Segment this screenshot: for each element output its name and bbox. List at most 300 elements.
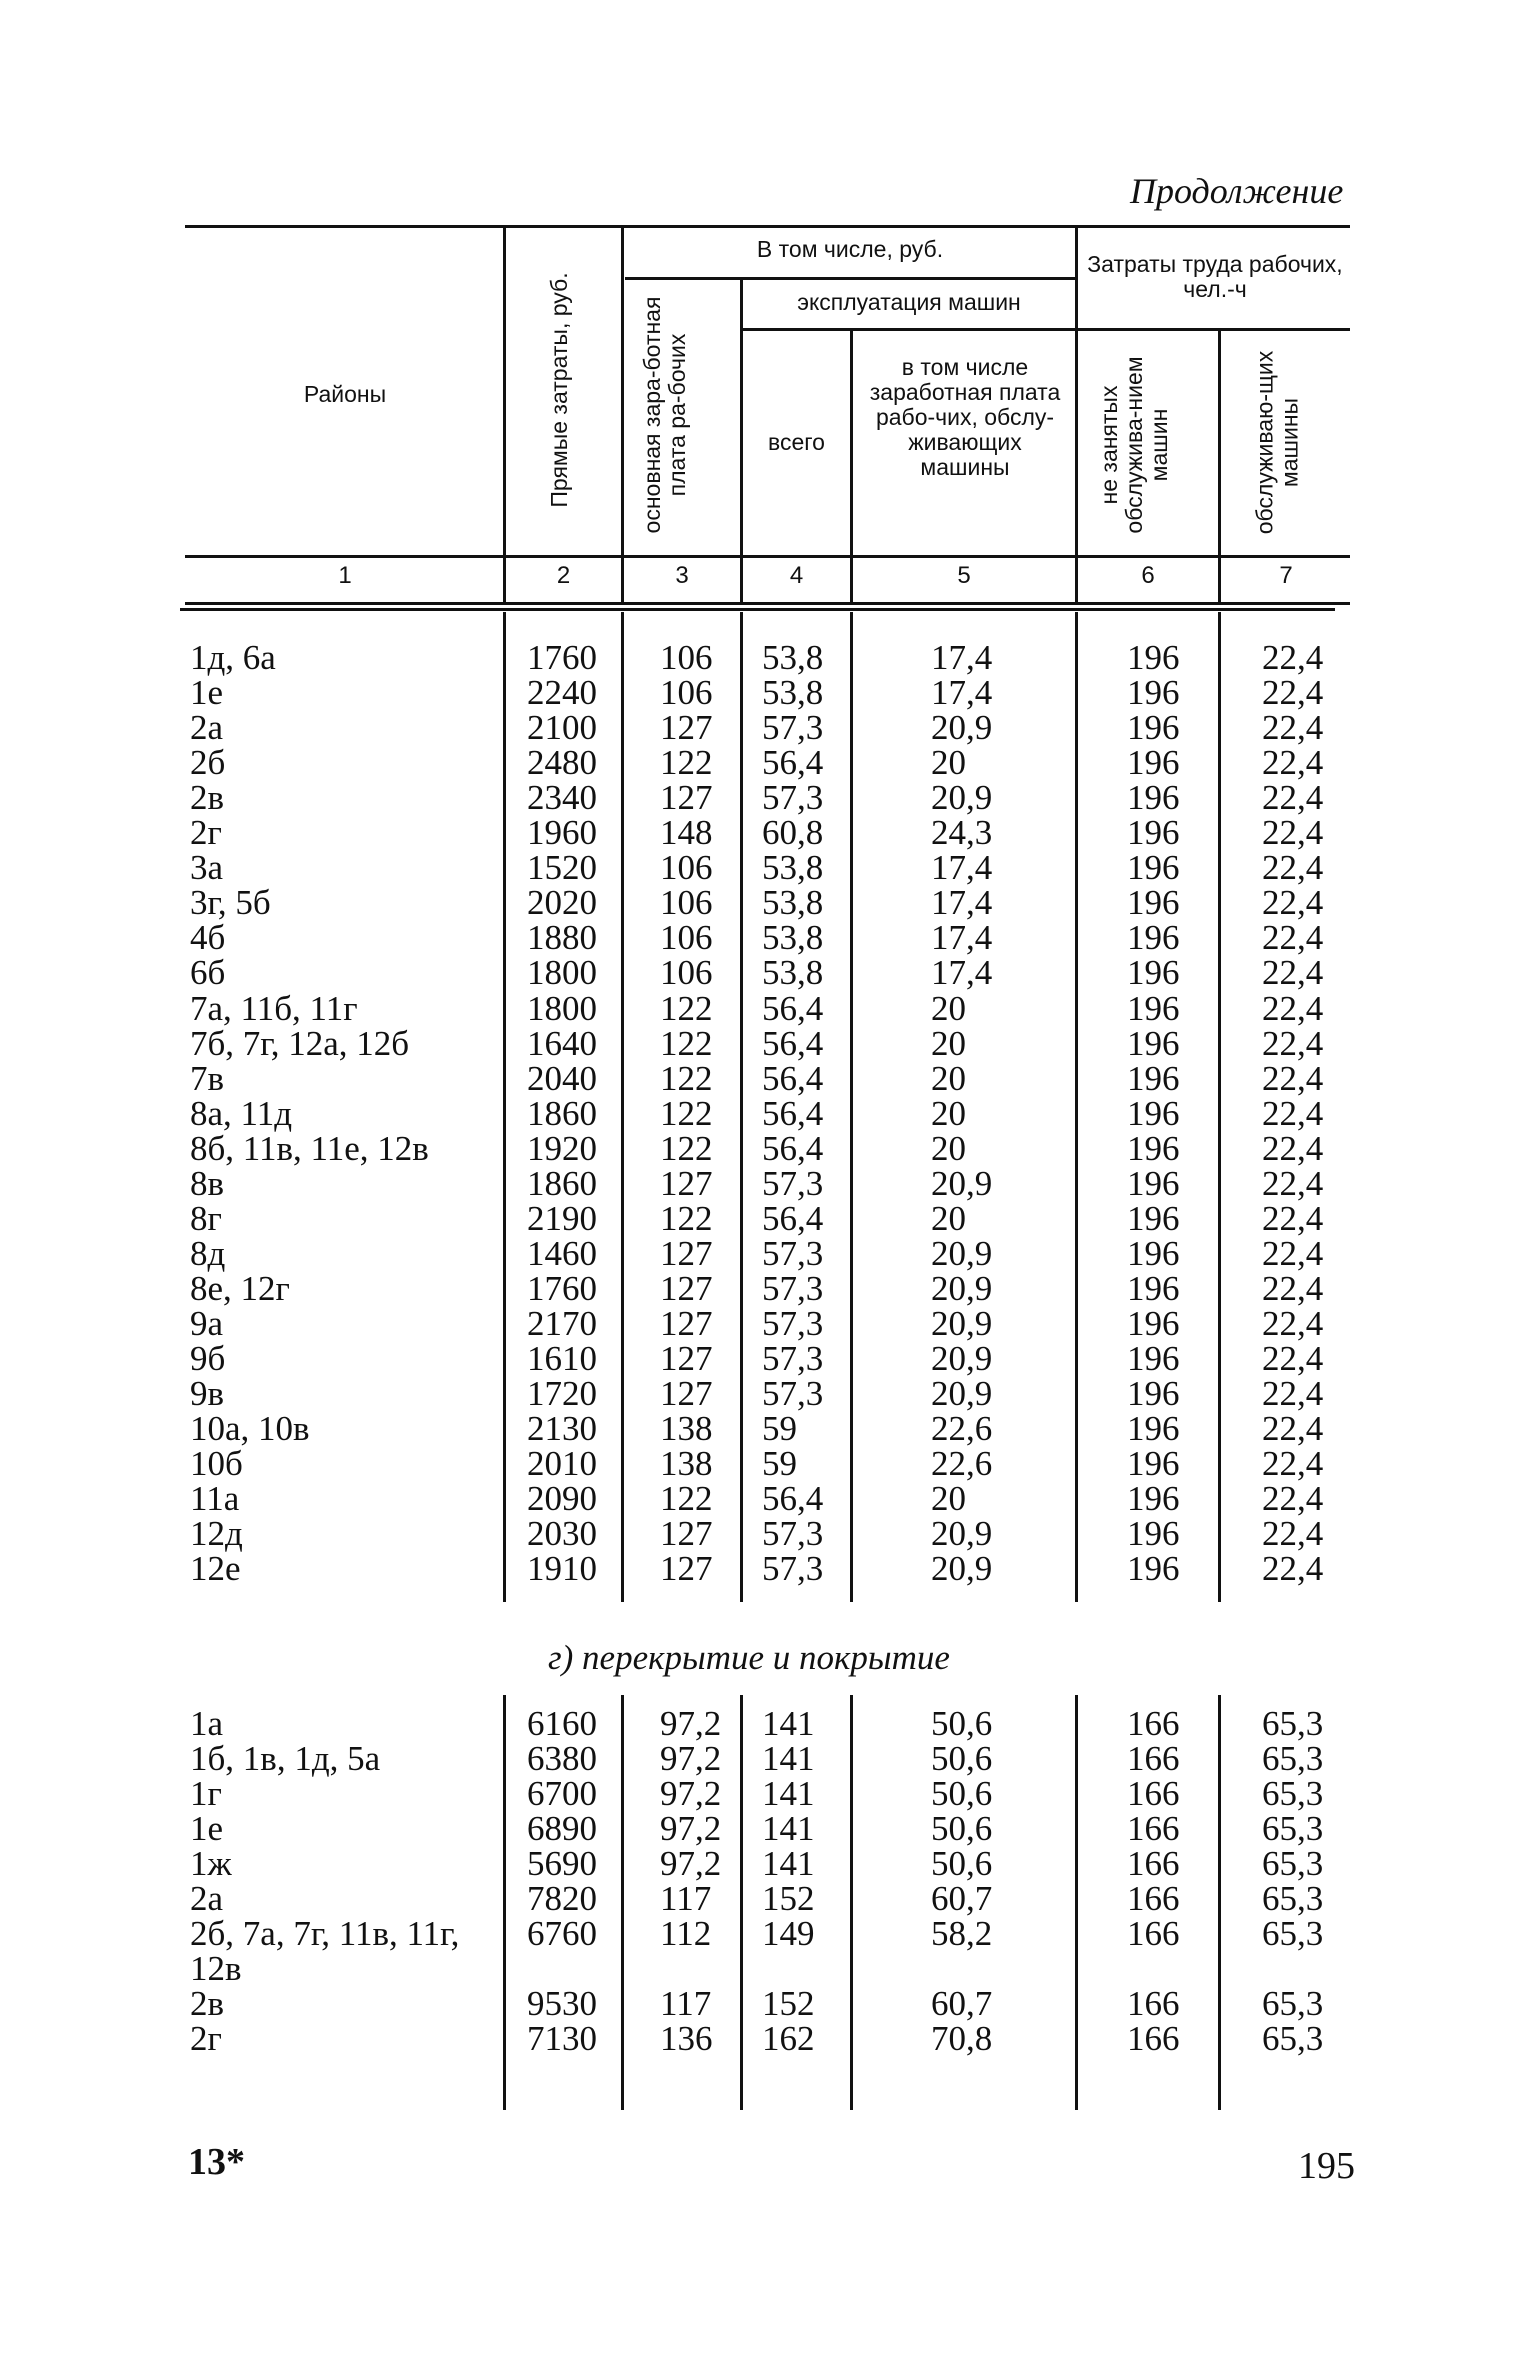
value-cell: 106 bbox=[660, 638, 713, 677]
table-row bbox=[0, 1093, 1534, 1133]
value-cell: 20,9 bbox=[931, 778, 993, 818]
table-row bbox=[0, 1374, 1534, 1414]
value-cell: 56,4 bbox=[762, 1023, 824, 1063]
value-cell: 1760 bbox=[527, 638, 597, 677]
value-cell: 59 bbox=[762, 1409, 797, 1449]
value-cell: 22,4 bbox=[1262, 778, 1324, 818]
table-row bbox=[0, 640, 1534, 675]
table-row bbox=[0, 813, 1534, 853]
value-cell: 166 bbox=[1127, 1704, 1180, 1743]
value-cell: 122 bbox=[660, 1023, 713, 1063]
value-cell: 20,9 bbox=[931, 1374, 993, 1414]
value-cell: 1460 bbox=[527, 1233, 597, 1273]
value-cell: 56,4 bbox=[762, 988, 824, 1028]
value-cell: 22,6 bbox=[931, 1409, 993, 1449]
col-number-7: 7 bbox=[1279, 562, 1293, 589]
region-cell: 1а bbox=[190, 1704, 224, 1743]
table-row bbox=[0, 1058, 1534, 1098]
value-cell: 166 bbox=[1127, 1914, 1180, 1953]
value-cell: 1760 bbox=[527, 1268, 597, 1308]
table-row bbox=[0, 1409, 1534, 1449]
value-cell: 196 bbox=[1127, 1163, 1180, 1203]
value-cell: 17,4 bbox=[931, 953, 993, 993]
value-cell: 60,8 bbox=[762, 813, 824, 853]
value-cell: 196 bbox=[1127, 1339, 1180, 1378]
table-row bbox=[0, 1128, 1534, 1168]
value-cell: 22,4 bbox=[1262, 883, 1324, 923]
value-cell: 97,2 bbox=[660, 1844, 722, 1883]
col-number-4: 4 bbox=[789, 562, 804, 589]
table-row bbox=[0, 953, 1534, 993]
table-row bbox=[0, 1986, 1534, 2021]
region-cell: 11а bbox=[190, 1479, 240, 1519]
region-cell: 9в bbox=[190, 1374, 225, 1414]
value-cell: 22,4 bbox=[1262, 1268, 1324, 1308]
region-cell: 1ж bbox=[190, 1844, 232, 1883]
value-cell: 65,3 bbox=[1262, 1774, 1324, 1813]
value-cell: 22,4 bbox=[1262, 1128, 1324, 1168]
value-cell: 152 bbox=[762, 1984, 815, 2023]
value-cell: 56,4 bbox=[762, 1128, 824, 1168]
value-cell: 196 bbox=[1127, 1549, 1180, 1589]
value-cell: 112 bbox=[660, 1914, 712, 1953]
value-cell: 50,6 bbox=[931, 1739, 993, 1778]
value-cell: 127 bbox=[660, 1163, 713, 1203]
value-cell: 122 bbox=[660, 1198, 713, 1238]
table-row bbox=[0, 1233, 1534, 1273]
value-cell: 196 bbox=[1127, 708, 1180, 748]
value-cell: 141 bbox=[762, 1774, 815, 1813]
value-cell: 196 bbox=[1127, 1409, 1180, 1449]
value-cell: 22,4 bbox=[1262, 1514, 1324, 1554]
value-cell: 106 bbox=[660, 848, 713, 888]
value-cell: 141 bbox=[762, 1809, 815, 1848]
value-cell: 22,4 bbox=[1262, 1093, 1324, 1133]
value-cell: 20,9 bbox=[931, 1514, 993, 1554]
labor-subrule bbox=[1078, 328, 1350, 331]
value-cell: 122 bbox=[660, 1093, 713, 1133]
value-cell: 1860 bbox=[527, 1163, 597, 1203]
value-cell: 57,3 bbox=[762, 1549, 824, 1589]
value-cell: 57,3 bbox=[762, 1268, 824, 1308]
value-cell: 196 bbox=[1127, 988, 1180, 1028]
value-cell: 2130 bbox=[527, 1409, 597, 1449]
value-cell: 2240 bbox=[527, 673, 597, 713]
value-cell: 20 bbox=[931, 1058, 966, 1098]
value-cell: 6890 bbox=[527, 1809, 597, 1848]
value-cell: 53,8 bbox=[762, 883, 824, 923]
region-cell: 2б, 7а, 7г, 11в, 11г, bbox=[190, 1914, 460, 1953]
col-number-1: 1 bbox=[338, 562, 352, 589]
value-cell: 1960 bbox=[527, 813, 597, 853]
value-cell: 97,2 bbox=[660, 1809, 722, 1848]
value-cell: 20,9 bbox=[931, 1549, 993, 1589]
value-cell: 20 bbox=[931, 1198, 966, 1238]
value-cell: 138 bbox=[660, 1409, 713, 1449]
value-cell: 106 bbox=[660, 883, 713, 923]
region-cell: 4б bbox=[190, 918, 226, 958]
table-row bbox=[0, 1163, 1534, 1203]
value-cell: 148 bbox=[660, 813, 713, 853]
value-cell: 196 bbox=[1127, 778, 1180, 818]
header-divider-2 bbox=[621, 228, 624, 603]
value-cell: 196 bbox=[1127, 953, 1180, 993]
value-cell: 20,9 bbox=[931, 708, 993, 748]
value-cell: 20,9 bbox=[931, 1268, 993, 1308]
value-cell: 106 bbox=[660, 918, 713, 958]
value-cell: 196 bbox=[1127, 1233, 1180, 1273]
table-row bbox=[0, 1916, 1534, 1951]
value-cell: 1800 bbox=[527, 953, 597, 993]
value-cell: 196 bbox=[1127, 1514, 1180, 1554]
value-cell: 65,3 bbox=[1262, 2019, 1324, 2058]
value-cell: 53,8 bbox=[762, 918, 824, 958]
value-cell: 57,3 bbox=[762, 1514, 824, 1554]
value-cell: 166 bbox=[1127, 1774, 1180, 1813]
table-row bbox=[0, 1776, 1534, 1811]
value-cell: 20,9 bbox=[931, 1233, 993, 1273]
value-cell: 57,3 bbox=[762, 1233, 824, 1273]
region-cell: 2в bbox=[190, 1984, 225, 2023]
value-cell: 22,4 bbox=[1262, 1198, 1324, 1238]
signature-mark: 13* bbox=[188, 2141, 245, 2183]
base-wage-header: основная зара-ботная плата ра-бочих bbox=[639, 296, 690, 534]
region-cell: 1б, 1в, 1д, 5а bbox=[190, 1739, 381, 1778]
table-row bbox=[0, 673, 1534, 713]
value-cell: 196 bbox=[1127, 848, 1180, 888]
region-cell: 10б bbox=[190, 1444, 243, 1484]
including-header: В том числе, руб. bbox=[756, 236, 944, 262]
value-cell: 56,4 bbox=[762, 743, 824, 783]
value-cell: 196 bbox=[1127, 918, 1180, 958]
value-cell: 57,3 bbox=[762, 708, 824, 748]
value-cell: 57,3 bbox=[762, 1374, 824, 1414]
value-cell: 127 bbox=[660, 1374, 713, 1414]
value-cell: 22,4 bbox=[1262, 1339, 1324, 1378]
region-cell: 8г bbox=[190, 1198, 222, 1238]
region-cell: 12е bbox=[190, 1549, 241, 1589]
table-row bbox=[0, 1479, 1534, 1519]
value-cell: 136 bbox=[660, 2019, 713, 2058]
value-cell: 70,8 bbox=[931, 2019, 993, 2058]
value-cell: 58,2 bbox=[931, 1914, 993, 1953]
value-cell: 196 bbox=[1127, 813, 1180, 853]
value-cell: 53,8 bbox=[762, 953, 824, 993]
value-cell: 22,4 bbox=[1262, 988, 1324, 1028]
value-cell: 22,4 bbox=[1262, 953, 1324, 993]
table-row bbox=[0, 1549, 1534, 1589]
value-cell: 60,7 bbox=[931, 1984, 993, 2023]
value-cell: 1910 bbox=[527, 1549, 597, 1589]
value-cell: 127 bbox=[660, 1268, 713, 1308]
region-cell: 1г bbox=[190, 1774, 222, 1813]
value-cell: 22,4 bbox=[1262, 1479, 1324, 1519]
value-cell: 149 bbox=[762, 1914, 815, 1953]
value-cell: 127 bbox=[660, 1339, 713, 1378]
value-cell: 57,3 bbox=[762, 1303, 824, 1343]
table-row bbox=[0, 883, 1534, 923]
value-cell: 22,4 bbox=[1262, 1374, 1324, 1414]
header-top-rule bbox=[185, 225, 1350, 228]
value-cell: 6160 bbox=[527, 1704, 597, 1743]
value-cell: 65,3 bbox=[1262, 1809, 1324, 1848]
value-cell: 127 bbox=[660, 1303, 713, 1343]
table-row bbox=[0, 1846, 1534, 1881]
region-cell: 8д bbox=[190, 1233, 226, 1273]
value-cell: 122 bbox=[660, 1479, 713, 1519]
value-cell: 152 bbox=[762, 1879, 815, 1918]
machine-subrule bbox=[740, 328, 1075, 331]
region-cell: 3г, 5б bbox=[190, 883, 271, 923]
value-cell: 6760 bbox=[527, 1914, 597, 1953]
value-cell: 20 bbox=[931, 1023, 966, 1063]
including-wage-header: в том числе заработная плата рабо-чих, обслу-живающих машины bbox=[869, 354, 1061, 480]
value-cell: 196 bbox=[1127, 883, 1180, 923]
value-cell: 22,4 bbox=[1262, 1023, 1324, 1063]
value-cell: 20,9 bbox=[931, 1163, 993, 1203]
region-cell: 10а, 10в bbox=[190, 1409, 310, 1449]
value-cell: 196 bbox=[1127, 1479, 1180, 1519]
value-cell: 6700 bbox=[527, 1774, 597, 1813]
value-cell: 7820 bbox=[527, 1879, 597, 1918]
value-cell: 196 bbox=[1127, 1128, 1180, 1168]
value-cell: 106 bbox=[660, 673, 713, 713]
value-cell: 65,3 bbox=[1262, 1879, 1324, 1918]
region-cell: 8а, 11д bbox=[190, 1093, 293, 1133]
table-row bbox=[0, 743, 1534, 783]
value-cell: 20 bbox=[931, 988, 966, 1028]
value-cell: 196 bbox=[1127, 1374, 1180, 1414]
value-cell: 5690 bbox=[527, 1844, 597, 1883]
value-cell: 17,4 bbox=[931, 638, 993, 677]
value-cell: 127 bbox=[660, 1549, 713, 1589]
value-cell: 166 bbox=[1127, 1739, 1180, 1778]
regions-header: Районы bbox=[303, 381, 387, 407]
value-cell: 22,4 bbox=[1262, 848, 1324, 888]
value-cell: 20,9 bbox=[931, 1303, 993, 1343]
value-cell: 65,3 bbox=[1262, 1739, 1324, 1778]
value-cell: 20 bbox=[931, 743, 966, 783]
value-cell: 138 bbox=[660, 1444, 713, 1484]
value-cell: 7130 bbox=[527, 2019, 597, 2058]
value-cell: 53,8 bbox=[762, 638, 824, 677]
table-row bbox=[0, 778, 1534, 818]
machine-operation-header: эксплуатация машин bbox=[797, 289, 1021, 315]
region-cell: 9б bbox=[190, 1339, 226, 1378]
value-cell: 196 bbox=[1127, 1444, 1180, 1484]
table-row bbox=[0, 1268, 1534, 1308]
value-cell: 17,4 bbox=[931, 918, 993, 958]
value-cell: 166 bbox=[1127, 1809, 1180, 1848]
value-cell: 2090 bbox=[527, 1479, 597, 1519]
value-cell: 22,4 bbox=[1262, 673, 1324, 713]
value-cell: 141 bbox=[762, 1844, 815, 1883]
value-cell: 166 bbox=[1127, 1844, 1180, 1883]
value-cell: 6380 bbox=[527, 1739, 597, 1778]
value-cell: 196 bbox=[1127, 638, 1180, 677]
value-cell: 22,4 bbox=[1262, 1444, 1324, 1484]
value-cell: 65,3 bbox=[1262, 1984, 1324, 2023]
value-cell: 141 bbox=[762, 1739, 815, 1778]
value-cell: 106 bbox=[660, 953, 713, 993]
value-cell: 22,4 bbox=[1262, 918, 1324, 958]
table-row bbox=[0, 1198, 1534, 1238]
value-cell: 2010 bbox=[527, 1444, 597, 1484]
value-cell: 97,2 bbox=[660, 1774, 722, 1813]
value-cell: 22,4 bbox=[1262, 1058, 1324, 1098]
value-cell: 2340 bbox=[527, 778, 597, 818]
page-number: 195 bbox=[1298, 2145, 1355, 2187]
table-row bbox=[0, 1811, 1534, 1846]
value-cell: 22,4 bbox=[1262, 743, 1324, 783]
value-cell: 53,8 bbox=[762, 673, 824, 713]
region-cell: 8в bbox=[190, 1163, 225, 1203]
value-cell: 2170 bbox=[527, 1303, 597, 1343]
value-cell: 2100 bbox=[527, 708, 597, 748]
table-row bbox=[0, 1951, 1534, 1986]
value-cell: 196 bbox=[1127, 1198, 1180, 1238]
value-cell: 122 bbox=[660, 1058, 713, 1098]
col-number-6: 6 bbox=[1141, 562, 1155, 589]
table-row bbox=[0, 1341, 1534, 1376]
value-cell: 9530 bbox=[527, 1984, 597, 2023]
value-cell: 17,4 bbox=[931, 848, 993, 888]
table-row bbox=[0, 1881, 1534, 1916]
region-cell: 2б bbox=[190, 743, 226, 783]
value-cell: 22,4 bbox=[1262, 1233, 1324, 1273]
region-cell: 8б, 11в, 11е, 12в bbox=[190, 1128, 429, 1168]
region-cell: 1е bbox=[190, 1809, 224, 1848]
value-cell: 166 bbox=[1127, 2019, 1180, 2058]
value-cell: 65,3 bbox=[1262, 1914, 1324, 1953]
region-cell: 2а bbox=[190, 708, 224, 748]
value-cell: 57,3 bbox=[762, 1339, 824, 1378]
value-cell: 122 bbox=[660, 988, 713, 1028]
value-cell: 196 bbox=[1127, 673, 1180, 713]
table-row bbox=[0, 2021, 1534, 2056]
value-cell: 166 bbox=[1127, 1984, 1180, 2023]
table-row bbox=[0, 1706, 1534, 1741]
region-cell: 2а bbox=[190, 1879, 224, 1918]
value-cell: 56,4 bbox=[762, 1198, 824, 1238]
table-row bbox=[0, 1303, 1534, 1343]
region-cell: 2г bbox=[190, 2019, 222, 2058]
section2-title: г) перекрытие и покрытие bbox=[548, 1638, 950, 1677]
value-cell: 50,6 bbox=[931, 1809, 993, 1848]
value-cell: 22,4 bbox=[1262, 813, 1324, 853]
value-cell: 56,4 bbox=[762, 1058, 824, 1098]
region-cell: 9а bbox=[190, 1303, 224, 1343]
value-cell: 127 bbox=[660, 708, 713, 748]
region-cell: 1е bbox=[190, 673, 224, 713]
value-cell: 65,3 bbox=[1262, 1844, 1324, 1883]
region-cell: 1д, 6а bbox=[190, 638, 276, 677]
value-cell: 2190 bbox=[527, 1198, 597, 1238]
table-row bbox=[0, 848, 1534, 888]
value-cell: 50,6 bbox=[931, 1844, 993, 1883]
region-cell: 7а, 11б, 11г bbox=[190, 988, 358, 1028]
value-cell: 2040 bbox=[527, 1058, 597, 1098]
region-cell: 2в bbox=[190, 778, 225, 818]
value-cell: 196 bbox=[1127, 1268, 1180, 1308]
value-cell: 122 bbox=[660, 743, 713, 783]
value-cell: 1860 bbox=[527, 1093, 597, 1133]
value-cell: 22,4 bbox=[1262, 638, 1324, 677]
value-cell: 127 bbox=[660, 1233, 713, 1273]
col-number-2: 2 bbox=[556, 562, 571, 589]
header-divider-5 bbox=[1075, 228, 1078, 603]
value-cell: 127 bbox=[660, 778, 713, 818]
region-cell: 6б bbox=[190, 953, 226, 993]
value-cell: 50,6 bbox=[931, 1704, 993, 1743]
value-cell: 57,3 bbox=[762, 1163, 824, 1203]
value-cell: 20 bbox=[931, 1093, 966, 1133]
value-cell: 20 bbox=[931, 1479, 966, 1519]
value-cell: 1880 bbox=[527, 918, 597, 958]
col-number-5: 5 bbox=[957, 562, 971, 589]
value-cell: 196 bbox=[1127, 1058, 1180, 1098]
value-cell: 20,9 bbox=[931, 1339, 993, 1378]
table-row bbox=[0, 918, 1534, 958]
value-cell: 2480 bbox=[527, 743, 597, 783]
value-cell: 56,4 bbox=[762, 1479, 824, 1519]
value-cell: 1720 bbox=[527, 1374, 597, 1414]
value-cell: 1610 bbox=[527, 1339, 597, 1378]
column-numbers-rule bbox=[185, 602, 1350, 605]
header-bottom-rule bbox=[185, 555, 1350, 558]
table-row bbox=[0, 1514, 1534, 1554]
not-engaged-header: не занятых обслужива-нием машин bbox=[1096, 356, 1172, 534]
value-cell: 166 bbox=[1127, 1879, 1180, 1918]
value-cell: 22,4 bbox=[1262, 1549, 1324, 1589]
value-cell: 1520 bbox=[527, 848, 597, 888]
value-cell: 17,4 bbox=[931, 883, 993, 923]
value-cell: 141 bbox=[762, 1704, 815, 1743]
value-cell: 53,8 bbox=[762, 848, 824, 888]
value-cell: 196 bbox=[1127, 1093, 1180, 1133]
value-cell: 97,2 bbox=[660, 1739, 722, 1778]
region-cell: 12в bbox=[190, 1949, 242, 1988]
table-row bbox=[0, 708, 1534, 748]
table-row bbox=[0, 988, 1534, 1028]
direct-costs-header: Прямые затраты, руб. bbox=[546, 272, 572, 508]
value-cell: 60,7 bbox=[931, 1879, 993, 1918]
serving-header: обслуживаю-щих машины bbox=[1251, 350, 1303, 535]
value-cell: 22,4 bbox=[1262, 1163, 1324, 1203]
region-cell: 7б, 7г, 12а, 12б bbox=[190, 1023, 410, 1063]
value-cell: 22,4 bbox=[1262, 708, 1324, 748]
value-cell: 122 bbox=[660, 1128, 713, 1168]
value-cell: 56,4 bbox=[762, 1093, 824, 1133]
value-cell: 2020 bbox=[527, 883, 597, 923]
value-cell: 22,4 bbox=[1262, 1303, 1324, 1343]
value-cell: 1800 bbox=[527, 988, 597, 1028]
region-cell: 2г bbox=[190, 813, 222, 853]
value-cell: 2030 bbox=[527, 1514, 597, 1554]
labor-costs-header: Затраты труда рабочих, чел.-ч bbox=[1087, 251, 1343, 302]
value-cell: 24,3 bbox=[931, 813, 993, 853]
value-cell: 1640 bbox=[527, 1023, 597, 1063]
continuation-label: Продолжение bbox=[1130, 171, 1344, 211]
value-cell: 196 bbox=[1127, 743, 1180, 783]
region-cell: 7в bbox=[190, 1058, 225, 1098]
table-row bbox=[0, 1444, 1534, 1484]
col-number-3: 3 bbox=[675, 562, 689, 589]
header-divider-1 bbox=[503, 228, 506, 603]
value-cell: 17,4 bbox=[931, 673, 993, 713]
region-cell: 8е, 12г bbox=[190, 1268, 290, 1308]
including-subrule bbox=[625, 277, 1075, 280]
